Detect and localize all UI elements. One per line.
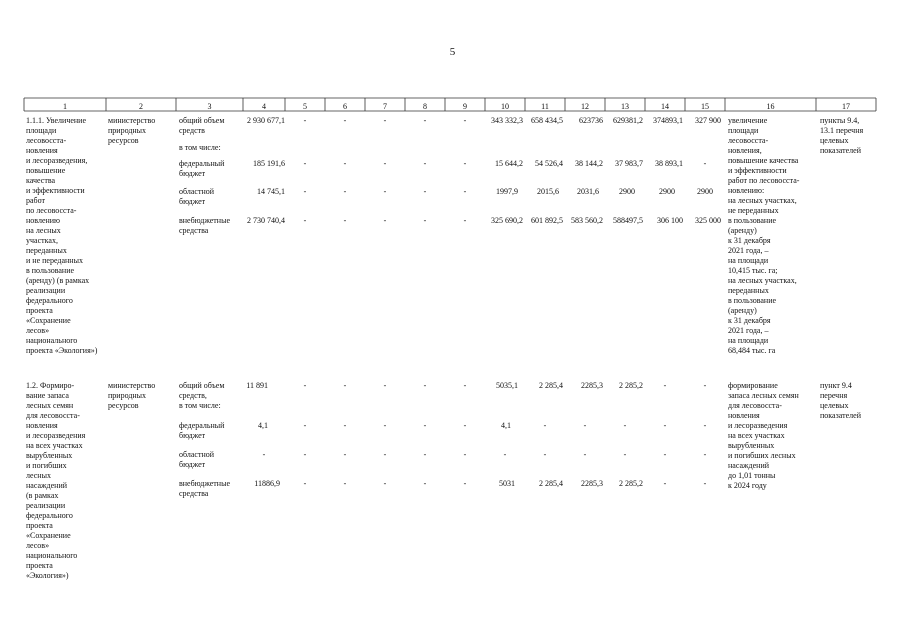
row1-extrabudget-c6: - [343, 216, 347, 225]
page-number: 5 [449, 46, 456, 58]
header-col-16: 16 [766, 102, 775, 111]
row2-total-c5: - [303, 381, 307, 390]
row1-extrabudget-c5: - [303, 216, 307, 225]
row1-total-c9: - [463, 116, 467, 125]
row2-extrabudget-c9: - [463, 479, 467, 488]
row1-total-c7: - [383, 116, 387, 125]
row2-regional-c11: - [543, 450, 547, 459]
row2-regional-c4: - [262, 450, 266, 459]
header-col-13: 13 [621, 102, 629, 111]
row1-regional-c4: 14 745,1 [257, 187, 285, 196]
row2-indicators: пункт 9.4 перечня целевых показателей [820, 381, 861, 420]
row1-extrabudget-c10: 325 690,2 [491, 216, 523, 225]
row2-regional-c10: - [503, 450, 507, 459]
row2-federal-c11: - [543, 421, 547, 430]
row1-source-total-label: общий объем средств [179, 116, 225, 135]
row2-extrabudget-c7: - [383, 479, 387, 488]
row2-extrabudget-c14: - [663, 479, 667, 488]
row2-source-federal-label: федеральный бюджет [179, 421, 225, 440]
row2-total-c15: - [703, 381, 707, 390]
row1-regional-c8: - [423, 187, 427, 196]
header-col-12: 12 [581, 102, 589, 111]
row1-federal-c6: - [343, 159, 347, 168]
row1-total-c13: 629381,2 [613, 116, 643, 125]
row2-total-c10: 5035,1 [496, 381, 518, 390]
row2-total-c7: - [383, 381, 387, 390]
row2-extrabudget-c5: - [303, 479, 307, 488]
header-col-5: 5 [303, 102, 307, 111]
row2-federal-c13: - [623, 421, 627, 430]
row2-federal-c15: - [703, 421, 707, 430]
row1-federal-c12: 38 144,2 [575, 159, 603, 168]
header-col-3: 3 [207, 102, 212, 111]
row2-regional-c6: - [343, 450, 347, 459]
row2-federal-c14: - [663, 421, 667, 430]
row1-regional-c13: 2900 [619, 187, 635, 196]
row1-extrabudget-c8: - [423, 216, 427, 225]
row1-regional-c15: 2900 [697, 187, 713, 196]
row1-federal-c10: 15 644,2 [495, 159, 523, 168]
row2-federal-c6: - [343, 421, 347, 430]
row1-federal-c9: - [463, 159, 467, 168]
header-col-4: 4 [262, 102, 266, 111]
row1-source-federal-label: федеральный бюджет [179, 159, 225, 178]
row1-extrabudget-c11: 601 892,5 [531, 216, 563, 225]
row1-regional-c10: 1997,9 [496, 187, 518, 196]
row1-extrabudget-c15: 325 000 [695, 216, 721, 225]
row1-including-label: в том числе: [179, 143, 221, 152]
row2-total-c8: - [423, 381, 427, 390]
row1-source-extrabudget-label: внебюджетные средства [179, 216, 230, 235]
row1-regional-c11: 2015,6 [537, 187, 559, 196]
row1-total-c10: 343 332,3 [491, 116, 523, 125]
row2-extrabudget-c15: - [703, 479, 707, 488]
row2-extrabudget-c8: - [423, 479, 427, 488]
header-col-15: 15 [701, 102, 709, 111]
header-col-10: 10 [501, 102, 509, 111]
row1-federal-c14: 38 893,1 [655, 159, 683, 168]
row1-regional-c9: - [463, 187, 467, 196]
row2-total-c13: 2 285,2 [619, 381, 643, 390]
row1-executor: министерство природных ресурсов [108, 116, 156, 145]
row2-measure-name: 1.2. Формиро- вание запаса лесных семян для лесовосста- новления и лесоразведения на всех участках вырубленных и погибших лесных насаждений (в рамках реализации федерального проекта «Сохранение лесов» национального проекта «Экология») [26, 381, 86, 580]
row1-regional-c14: 2900 [659, 187, 675, 196]
row1-total-c4: 2 930 677,1 [247, 116, 285, 125]
row1-extrabudget-c13: 588497,5 [613, 216, 643, 225]
row2-regional-c14: - [663, 450, 667, 459]
row2-executor: министерство природных ресурсов [108, 381, 156, 410]
row1-total-c11: 658 434,5 [531, 116, 563, 125]
row1-extrabudget-c12: 583 560,2 [571, 216, 603, 225]
row1-result: увеличение площади лесовосста- новления, повышение качества и эффективности работ по лесовосста- новлению: на лесных участках, не переданных в пользование (аренду) к 31 декабря 2021 года, – на площади 10,415 тыс. га; на лесных участках, переданных в пользование (аренду) к 31 декабря 2021 года, – на площади 68,484 тыс. га [728, 116, 800, 355]
row2-federal-c7: - [383, 421, 387, 430]
row2-regional-c5: - [303, 450, 307, 459]
row1-federal-c13: 37 983,7 [615, 159, 643, 168]
row2-regional-c8: - [423, 450, 427, 459]
row1-measure-name: 1.1.1. Увеличение площади лесовосста- новления и лесоразведения, повышение качества и эффективности работ по лесовосста- новлению на лесных участках, переданных и не переданных в пользование (аренду) (в рамках реализации федерального проекта «Сохранение лесов» национального проекта «Экология») [26, 116, 98, 355]
row2-source-total-label: общий объем средств, в том числе: [179, 381, 225, 410]
row2-total-c14: - [663, 381, 667, 390]
header-col-2: 2 [139, 102, 143, 111]
row1-extrabudget-c9: - [463, 216, 467, 225]
header-col-17: 17 [842, 102, 850, 111]
row1-regional-c6: - [343, 187, 347, 196]
row1-regional-c7: - [383, 187, 387, 196]
row2-extrabudget-c12: 2285,3 [581, 479, 603, 488]
row2-total-c12: 2285,3 [581, 381, 603, 390]
row2-federal-c4: 4,1 [258, 421, 268, 430]
header-col-6: 6 [343, 102, 347, 111]
row1-total-c12: 623736 [579, 116, 603, 125]
header-col-7: 7 [383, 102, 387, 111]
row1-federal-c11: 54 526,4 [535, 159, 563, 168]
row1-total-c14: 374893,1 [653, 116, 683, 125]
row1-extrabudget-c14: 306 100 [657, 216, 683, 225]
header-col-11: 11 [541, 102, 549, 111]
row2-total-c9: - [463, 381, 467, 390]
row1-federal-c8: - [423, 159, 427, 168]
row1-total-c5: - [303, 116, 307, 125]
row2-source-regional-label: областной бюджет [179, 450, 215, 469]
row1-regional-c12: 2031,6 [577, 187, 599, 196]
header-col-8: 8 [423, 102, 427, 111]
row2-source-extrabudget-label: внебюджетные средства [179, 479, 230, 498]
row2-extrabudget-c4: 11886,9 [254, 479, 280, 488]
row2-federal-c5: - [303, 421, 307, 430]
row1-federal-c5: - [303, 159, 307, 168]
row1-total-c8: - [423, 116, 427, 125]
row2-federal-c12: - [583, 421, 587, 430]
row1-total-c6: - [343, 116, 347, 125]
row2-total-c4: 11 891 [246, 381, 268, 390]
row2-result: формирование запаса лесных семян для лесовосста- новления и лесоразведения на всех участках вырубленных и погибших лесных насаждений до 1,01 тонны к 2024 году [728, 381, 799, 490]
row1-regional-c5: - [303, 187, 307, 196]
row2-regional-c15: - [703, 450, 707, 459]
row2-extrabudget-c13: 2 285,2 [619, 479, 643, 488]
row1-source-regional-label: областной бюджет [179, 187, 215, 206]
row2-extrabudget-c6: - [343, 479, 347, 488]
row1-federal-c15: - [703, 159, 707, 168]
row1-federal-c4: 185 191,6 [253, 159, 285, 168]
header-col-9: 9 [463, 102, 467, 111]
row1-extrabudget-c4: 2 730 740,4 [247, 216, 285, 225]
row1-federal-c7: - [383, 159, 387, 168]
header-col-1: 1 [63, 102, 67, 111]
row2-extrabudget-c10: 5031 [499, 479, 515, 488]
row2-regional-c9: - [463, 450, 467, 459]
row2-extrabudget-c11: 2 285,4 [539, 479, 563, 488]
row2-regional-c12: - [583, 450, 587, 459]
row2-total-c6: - [343, 381, 347, 390]
row2-regional-c13: - [623, 450, 627, 459]
row2-federal-c8: - [423, 421, 427, 430]
row1-indicators: пункты 9.4, 13.1 перечня целевых показателей [820, 116, 864, 155]
row2-federal-c10: 4,1 [501, 421, 511, 430]
header-col-14: 14 [661, 102, 669, 111]
row2-regional-c7: - [383, 450, 387, 459]
row2-total-c11: 2 285,4 [539, 381, 563, 390]
row2-federal-c9: - [463, 421, 467, 430]
row1-extrabudget-c7: - [383, 216, 387, 225]
row1-total-c15: 327 900 [695, 116, 721, 125]
